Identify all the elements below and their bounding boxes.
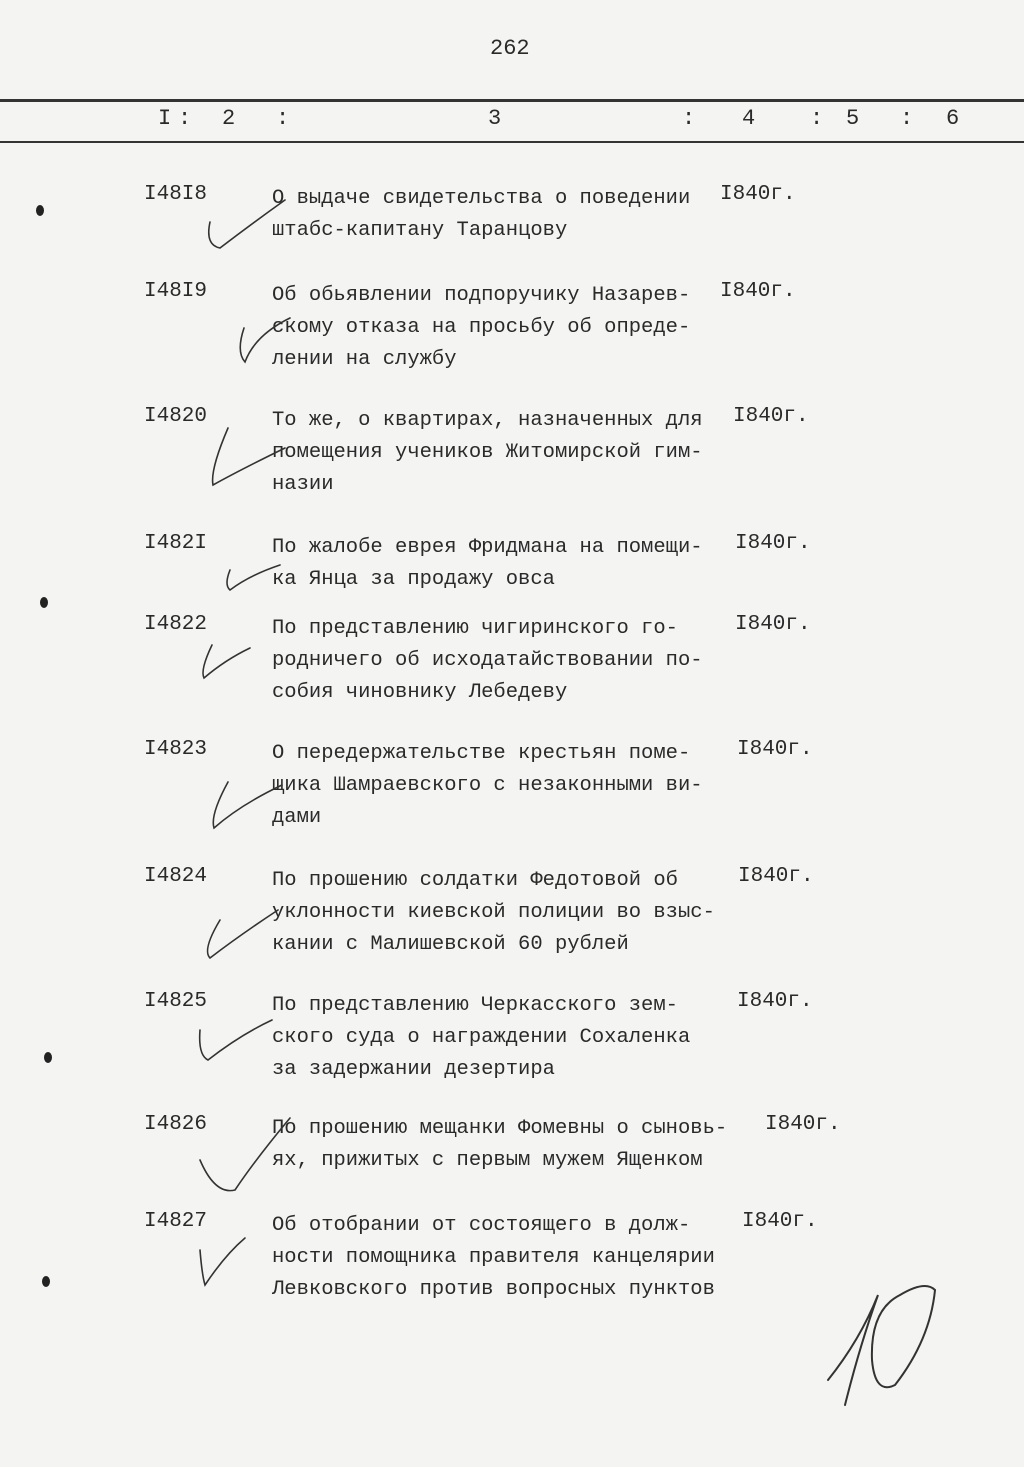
entry-year: I840г. xyxy=(720,183,796,206)
description-line: щика Шамраевского с незаконными ви- xyxy=(272,774,703,797)
entry-year: I840г. xyxy=(737,990,813,1013)
col-2: 2 xyxy=(222,106,236,131)
checkmark-icon xyxy=(200,1020,272,1060)
description-line: скому отказа на просьбу об опреде- xyxy=(272,316,691,339)
entry-number: I4826 xyxy=(144,1113,208,1136)
description-line: По представлению Черкасского зем- xyxy=(272,994,678,1017)
entry-year: I840г. xyxy=(738,865,814,888)
entry-number: I4820 xyxy=(144,405,208,428)
entry-year: I840г. xyxy=(742,1210,818,1233)
description-line: назии xyxy=(272,473,334,496)
col-6: 6 xyxy=(946,106,960,131)
punch-mark xyxy=(40,597,48,608)
description-line: ности помощника правителя канцелярии xyxy=(272,1246,715,1269)
description-line: ях, прижитых с первым мужем Ященком xyxy=(272,1149,703,1172)
description-line: за задержании дезертира xyxy=(272,1058,555,1081)
page-number: 262 xyxy=(490,36,530,61)
description-line: По прошению солдатки Федотовой об xyxy=(272,869,678,892)
description-line: дами xyxy=(272,806,322,829)
description-line: Левковского против вопросных пунктов xyxy=(272,1278,715,1301)
entry-number: I48I8 xyxy=(144,183,208,206)
entry-year: I840г. xyxy=(735,613,811,636)
checkmark-icon xyxy=(200,1118,290,1191)
description-line: кании с Малишевской 60 рублей xyxy=(272,933,629,956)
description-line: собия чиновнику Лебедеву xyxy=(272,681,568,704)
handwritten-sheet-number xyxy=(828,1286,935,1405)
entry-number: I4822 xyxy=(144,613,208,636)
description-line: По представлению чигиринского го- xyxy=(272,617,678,640)
description-line: Об обьявлении подпоручику Назарев- xyxy=(272,284,691,307)
checkmark-icon xyxy=(213,782,282,828)
entry-number: I48I9 xyxy=(144,280,208,303)
col-5: 5 xyxy=(846,106,860,131)
entry-number: I4827 xyxy=(144,1210,208,1233)
description-line: лении на службу xyxy=(272,348,457,371)
entry-year: I840г. xyxy=(735,532,811,555)
description-line: штабс-капитану Таранцову xyxy=(272,219,568,242)
checkmark-icon xyxy=(240,318,290,362)
description-line: По прошению мещанки Фомевны о сыновь- xyxy=(272,1117,728,1140)
checkmark-icon xyxy=(213,428,285,485)
description-line: уклонности киевской полиции во взыс- xyxy=(272,901,715,924)
entry-number: I482I xyxy=(144,532,208,555)
description-line: ского суда о награждении Сохаленка xyxy=(272,1026,691,1049)
description-line: помещения учеников Житомирской гим- xyxy=(272,441,703,464)
col-4: 4 xyxy=(742,106,756,131)
description-line: О выдаче свидетельства о поведении xyxy=(272,187,691,210)
checkmark-icon xyxy=(203,645,250,678)
description-line: родничего об исходатайствовании по- xyxy=(272,649,703,672)
punch-mark xyxy=(42,1276,50,1287)
punch-mark xyxy=(44,1052,52,1063)
col-3: 3 xyxy=(488,106,502,131)
entry-year: I840г. xyxy=(737,738,813,761)
entry-year: I840г. xyxy=(733,405,809,428)
checkmark-icon xyxy=(208,910,278,958)
entry-number: I4824 xyxy=(144,865,208,888)
description-line: О передержательстве крестьян поме- xyxy=(272,742,691,765)
entry-year: I840г. xyxy=(765,1113,841,1136)
checkmark-icon xyxy=(209,200,285,248)
punch-mark xyxy=(36,205,44,216)
entry-number: I4825 xyxy=(144,990,208,1013)
description-line: Об отобрании от состоящего в долж- xyxy=(272,1214,691,1237)
description-line: То же, о квартирах, назначенных для xyxy=(272,409,703,432)
col-1: I xyxy=(158,106,172,131)
entry-number: I4823 xyxy=(144,738,208,761)
checkmark-icon xyxy=(227,565,280,590)
checkmark-icon xyxy=(200,1238,245,1285)
description-line: ка Янца за продажу овса xyxy=(272,568,555,591)
entry-year: I840г. xyxy=(720,280,796,303)
description-line: По жалобе еврея Фридмана на помещи- xyxy=(272,536,703,559)
